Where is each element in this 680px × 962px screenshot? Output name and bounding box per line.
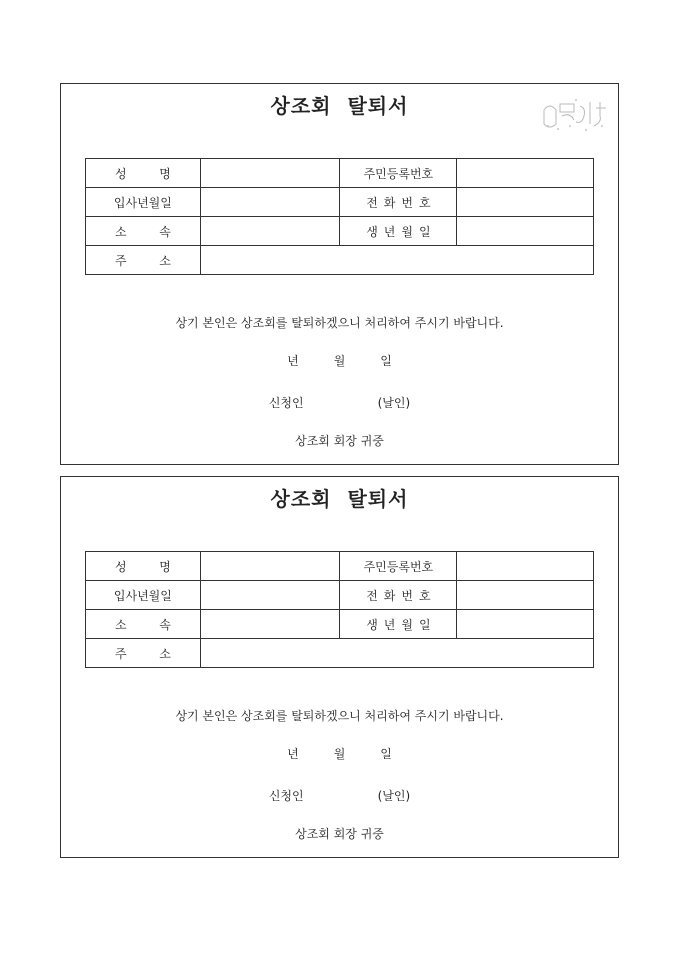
seal-label: (날인)	[377, 789, 411, 803]
date-line: 년 월 일	[287, 354, 392, 368]
table-row	[86, 246, 594, 275]
form-title: 상조회 탈퇴서	[270, 487, 409, 511]
resident-number-label: 주민등록번호	[363, 166, 434, 181]
department-field[interactable]	[200, 610, 340, 639]
name-field[interactable]	[200, 552, 340, 581]
table-row	[86, 639, 594, 668]
birth-date-field[interactable]	[457, 217, 594, 246]
signature-line	[61, 394, 618, 411]
statement-text: 상기 본인은 상조회를 탈퇴하겠으니 처리하여 주시기 바랍니다.	[175, 316, 504, 330]
applicant-label: 신청인	[268, 396, 304, 410]
address-label: 주 소	[114, 253, 186, 268]
join-date-field[interactable]	[200, 581, 340, 610]
withdrawal-form-1	[60, 83, 619, 465]
applicant-info-table	[85, 551, 594, 668]
table-row	[86, 217, 594, 246]
withdrawal-form-2	[60, 476, 619, 858]
addressee-text: 상조회 회장 귀중	[295, 434, 384, 448]
phone-field[interactable]	[457, 581, 594, 610]
table-row	[86, 552, 594, 581]
birth-date-field[interactable]	[457, 610, 594, 639]
addressee-text: 상조회 회장 귀중	[295, 827, 384, 841]
birth-date-label: 생년월일	[366, 224, 437, 239]
address-field[interactable]	[200, 639, 593, 668]
department-label: 소 속	[114, 617, 186, 632]
applicant-label: 신청인	[268, 789, 304, 803]
address-field[interactable]	[200, 246, 593, 275]
join-date-label: 입사년월일	[113, 588, 172, 603]
resident-number-field[interactable]	[457, 159, 594, 188]
address-label: 주 소	[114, 646, 186, 661]
resident-number-label: 주민등록번호	[363, 559, 434, 574]
date-line: 년 월 일	[287, 747, 392, 761]
join-date-label: 입사년월일	[113, 195, 172, 210]
form-title: 상조회 탈퇴서	[270, 94, 409, 118]
department-field[interactable]	[200, 217, 340, 246]
resident-number-field[interactable]	[457, 552, 594, 581]
department-label: 소 속	[114, 224, 186, 239]
table-row	[86, 159, 594, 188]
name-label: 성 명	[114, 166, 186, 181]
seal-label: (날인)	[377, 396, 411, 410]
table-row	[86, 581, 594, 610]
name-field[interactable]	[200, 159, 340, 188]
birth-date-label: 생년월일	[366, 617, 437, 632]
join-date-field[interactable]	[200, 188, 340, 217]
signature-line	[61, 787, 618, 804]
phone-label: 전화번호	[366, 588, 437, 603]
phone-field[interactable]	[457, 188, 594, 217]
phone-label: 전화번호	[366, 195, 437, 210]
applicant-info-table	[85, 158, 594, 275]
table-row	[86, 610, 594, 639]
statement-text: 상기 본인은 상조회를 탈퇴하겠으니 처리하여 주시기 바랍니다.	[175, 709, 504, 723]
name-label: 성 명	[114, 559, 186, 574]
table-row	[86, 188, 594, 217]
faded-stamp-mark	[540, 96, 610, 136]
